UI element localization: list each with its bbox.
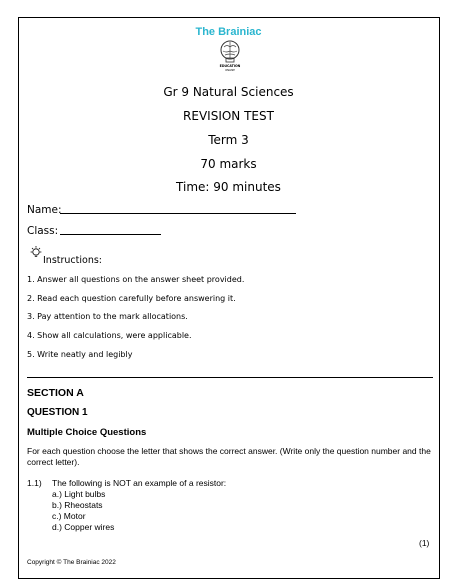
time-label: Time: 90 minutes [176, 180, 281, 194]
question-subheading: Multiple Choice Questions [27, 427, 147, 438]
brand-title: The Brainiac [195, 26, 262, 38]
question-title: QUESTION 1 [27, 407, 88, 418]
class-label: Class: [27, 225, 59, 237]
marks-label: 70 marks [200, 157, 257, 171]
instruction-item: 1. Answer all questions on the answer sheet provided. [27, 275, 245, 284]
section-title: SECTION A [27, 387, 84, 399]
brain-logo-icon [215, 39, 245, 73]
option-c: c.) Motor [52, 511, 86, 521]
instruction-item: 5. Write neatly and legibly [27, 350, 133, 359]
subject-title: Gr 9 Natural Sciences [163, 85, 294, 99]
question-directions: For each question choose the letter that shows the correct answer. (Write only the question number and the correct letter). [27, 446, 431, 467]
question-number: 1.1) [27, 478, 42, 488]
instruction-item: 2. Read each question carefully before answering it. [27, 294, 236, 303]
instructions-heading: Instructions: [43, 255, 102, 266]
name-label: Name: [27, 204, 62, 216]
option-b: b.) Rheostats [52, 500, 103, 510]
test-type: REVISION TEST [183, 109, 274, 123]
instruction-item: 4. Show all calculations, were applicable. [27, 331, 192, 340]
instruction-item: 3. Pay attention to the mark allocations. [27, 312, 188, 321]
logo-text: EDUCATION [219, 64, 241, 68]
question-text: The following is NOT an example of a resistor: [52, 478, 227, 488]
marks-allocation: (1) [419, 538, 430, 548]
class-field[interactable] [60, 234, 161, 235]
option-d: d.) Copper wires [52, 522, 115, 532]
option-a: a.) Light bulbs [52, 489, 106, 499]
logo-subtext: ONLINE [225, 69, 235, 72]
lightbulb-icon [29, 245, 43, 261]
divider [27, 377, 433, 378]
copyright-footer: Copyright © The Brainiac 2022 [27, 559, 116, 566]
term-label: Term 3 [208, 133, 249, 147]
name-field[interactable] [60, 213, 296, 214]
